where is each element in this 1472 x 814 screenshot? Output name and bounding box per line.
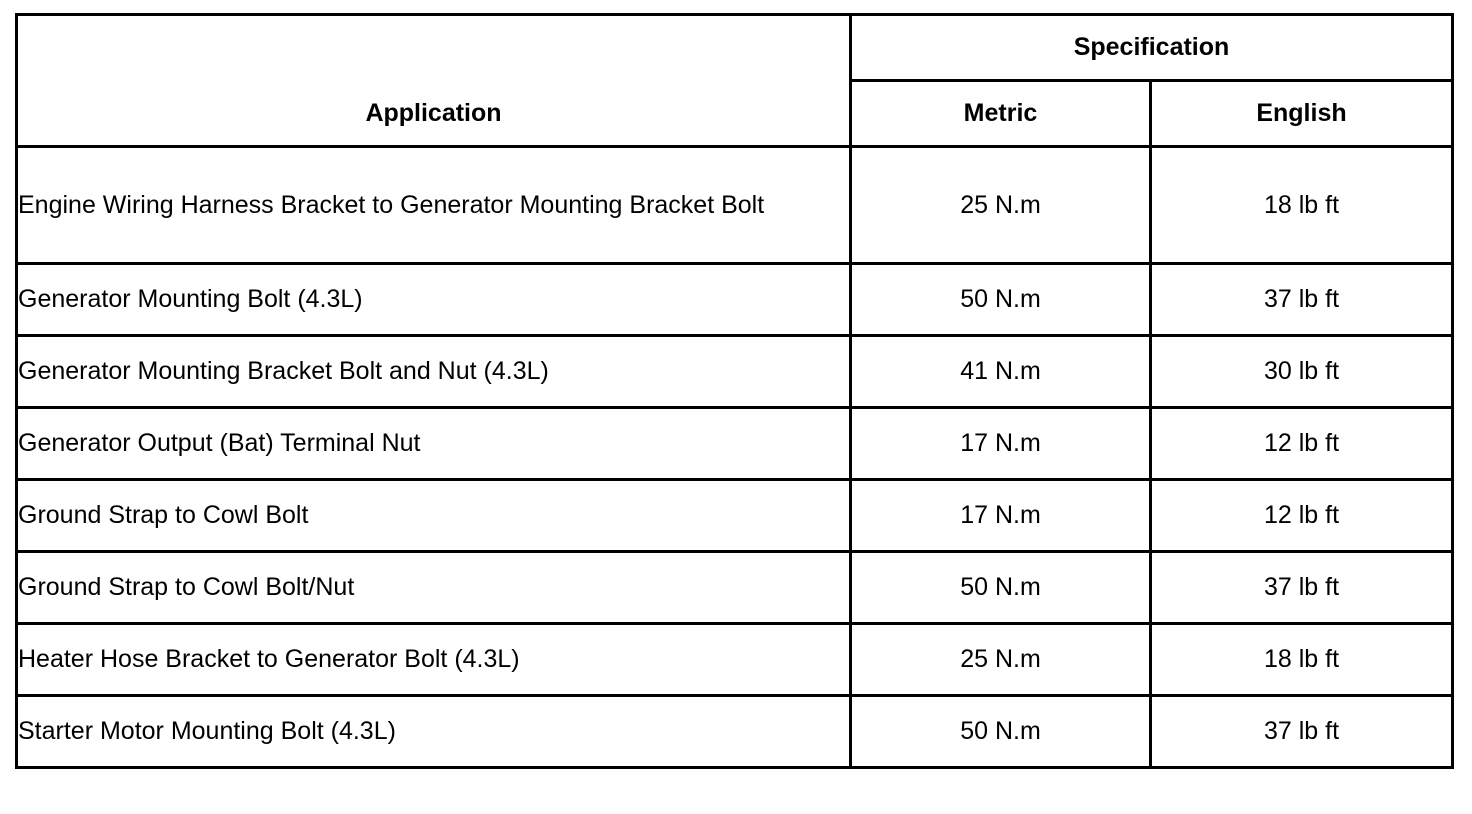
application-cell: Generator Output (Bat) Terminal Nut [17,408,851,480]
table-row [17,480,1453,552]
english-cell: 37 lb ft [1151,264,1453,336]
english-cell: 37 lb ft [1151,696,1453,768]
table-row [17,696,1453,768]
metric-cell: 50 N.m [851,552,1151,624]
english-cell: 18 lb ft [1151,147,1453,264]
metric-cell: 17 N.m [851,480,1151,552]
table-row [17,552,1453,624]
metric-cell: 50 N.m [851,264,1151,336]
table-row [17,147,1453,264]
table-row [17,336,1453,408]
metric-cell: 25 N.m [851,147,1151,264]
english-cell: 30 lb ft [1151,336,1453,408]
metric-cell: 41 N.m [851,336,1151,408]
application-cell: Starter Motor Mounting Bolt (4.3L) [17,696,851,768]
metric-cell: 17 N.m [851,408,1151,480]
english-cell: 12 lb ft [1151,408,1453,480]
application-cell: Generator Mounting Bolt (4.3L) [17,264,851,336]
metric-cell: 25 N.m [851,624,1151,696]
english-cell: 18 lb ft [1151,624,1453,696]
application-header: Application [17,15,851,147]
application-cell: Heater Hose Bracket to Generator Bolt (4.3L) [17,624,851,696]
specification-header: Specification [851,15,1453,81]
english-cell: 37 lb ft [1151,552,1453,624]
table-row [17,264,1453,336]
application-cell: Engine Wiring Harness Bracket to Generator Mounting Bracket Bolt [17,147,851,264]
application-cell: Ground Strap to Cowl Bolt [17,480,851,552]
application-cell: Ground Strap to Cowl Bolt/Nut [17,552,851,624]
english-cell: 12 lb ft [1151,480,1453,552]
table-row [17,408,1453,480]
application-cell: Generator Mounting Bracket Bolt and Nut (4.3L) [17,336,851,408]
table-row [17,624,1453,696]
torque-spec-table [15,13,1454,769]
metric-header: Metric [851,81,1151,147]
english-header: English [1151,81,1453,147]
header-row-top [17,15,1453,81]
metric-cell: 50 N.m [851,696,1151,768]
